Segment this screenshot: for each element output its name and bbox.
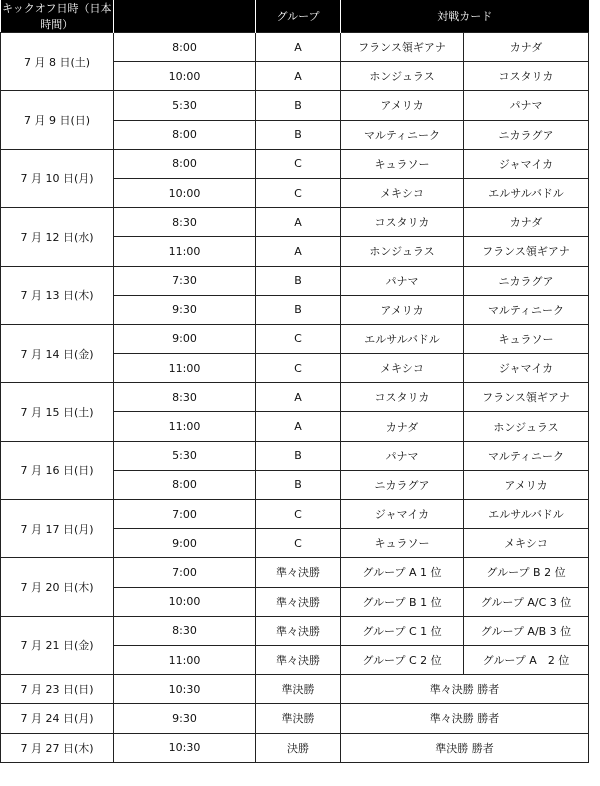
group-cell: 準決勝	[256, 704, 341, 733]
group-cell: C	[256, 178, 341, 207]
match-date: 7 月 23 日(日)	[1, 675, 114, 704]
header-blank	[114, 0, 256, 33]
match-date: 7 月 24 日(月)	[1, 704, 114, 733]
group-cell: 準々決勝	[256, 645, 341, 674]
group-cell: A	[256, 237, 341, 266]
team-home: メキシコ	[341, 354, 464, 383]
kickoff-time: 5:30	[114, 441, 256, 470]
table-row	[1, 704, 589, 733]
group-cell: A	[256, 383, 341, 412]
team-home: ホンジュラス	[341, 237, 464, 266]
match-date: 7 月 20 日(木)	[1, 558, 114, 616]
team-away: フランス領ギアナ	[464, 383, 589, 412]
kickoff-time: 9:30	[114, 704, 256, 733]
group-cell: B	[256, 441, 341, 470]
group-cell: 準々決勝	[256, 616, 341, 645]
kickoff-time: 8:30	[114, 383, 256, 412]
team-away: コスタリカ	[464, 62, 589, 91]
table-row	[1, 441, 589, 470]
group-cell: A	[256, 33, 341, 62]
kickoff-time: 5:30	[114, 91, 256, 120]
kickoff-time: 11:00	[114, 645, 256, 674]
group-cell: 決勝	[256, 733, 341, 762]
kickoff-time: 8:00	[114, 149, 256, 178]
table-row	[1, 324, 589, 353]
kickoff-time: 9:00	[114, 529, 256, 558]
match-date: 7 月 12 日(水)	[1, 208, 114, 266]
team-away: フランス領ギアナ	[464, 237, 589, 266]
kickoff-time: 10:00	[114, 62, 256, 91]
group-cell: C	[256, 324, 341, 353]
table-row	[1, 500, 589, 529]
team-home: キュラソー	[341, 529, 464, 558]
team-home: ニカラグア	[341, 470, 464, 499]
team-home: パナマ	[341, 441, 464, 470]
kickoff-time: 7:00	[114, 558, 256, 587]
match-date: 7 月 27 日(木)	[1, 733, 114, 762]
team-away: ニカラグア	[464, 266, 589, 295]
team-away: マルティニーク	[464, 441, 589, 470]
kickoff-time: 7:30	[114, 266, 256, 295]
kickoff-time: 10:00	[114, 587, 256, 616]
table-row	[1, 616, 589, 645]
match-date: 7 月 16 日(日)	[1, 441, 114, 499]
team-home: フランス領ギアナ	[341, 33, 464, 62]
schedule-body	[1, 33, 589, 763]
group-cell: C	[256, 500, 341, 529]
match-date: 7 月 21 日(金)	[1, 616, 114, 674]
kickoff-time: 11:00	[114, 237, 256, 266]
group-cell: 準決勝	[256, 675, 341, 704]
team-away: カナダ	[464, 33, 589, 62]
team-home: アメリカ	[341, 295, 464, 324]
group-cell: 準々決勝	[256, 558, 341, 587]
team-home: アメリカ	[341, 91, 464, 120]
kickoff-time: 8:30	[114, 616, 256, 645]
table-row	[1, 675, 589, 704]
team-home: カナダ	[341, 412, 464, 441]
kickoff-time: 8:00	[114, 33, 256, 62]
team-home: グループ C 2 位	[341, 645, 464, 674]
group-cell: A	[256, 208, 341, 237]
team-away: マルティニーク	[464, 295, 589, 324]
group-cell: C	[256, 354, 341, 383]
kickoff-time: 10:30	[114, 675, 256, 704]
team-home: コスタリカ	[341, 208, 464, 237]
team-home: グループ C 1 位	[341, 616, 464, 645]
match-date: 7 月 17 日(月)	[1, 500, 114, 558]
header-match: 対戦カード	[341, 0, 589, 33]
team-home: マルティニーク	[341, 120, 464, 149]
team-home: ホンジュラス	[341, 62, 464, 91]
match-cell: 準々決勝 勝者	[341, 704, 589, 733]
kickoff-time: 8:30	[114, 208, 256, 237]
team-away: メキシコ	[464, 529, 589, 558]
team-home: グループ B 1 位	[341, 587, 464, 616]
kickoff-time: 11:00	[114, 354, 256, 383]
team-away: グループ A 2 位	[464, 645, 589, 674]
team-away: ニカラグア	[464, 120, 589, 149]
team-away: グループ A/C 3 位	[464, 587, 589, 616]
table-row	[1, 33, 589, 62]
table-row	[1, 91, 589, 120]
kickoff-time: 10:30	[114, 733, 256, 762]
group-cell: B	[256, 470, 341, 499]
table-row	[1, 266, 589, 295]
kickoff-time: 7:00	[114, 500, 256, 529]
team-away: パナマ	[464, 91, 589, 120]
match-date: 7 月 9 日(日)	[1, 91, 114, 149]
group-cell: 準々決勝	[256, 587, 341, 616]
team-home: パナマ	[341, 266, 464, 295]
group-cell: A	[256, 62, 341, 91]
table-row	[1, 558, 589, 587]
match-date: 7 月 13 日(木)	[1, 266, 114, 324]
team-away: エルサルバドル	[464, 500, 589, 529]
kickoff-time: 9:30	[114, 295, 256, 324]
team-away: ジャマイカ	[464, 149, 589, 178]
team-away: ジャマイカ	[464, 354, 589, 383]
team-home: グループ A 1 位	[341, 558, 464, 587]
kickoff-time: 8:00	[114, 120, 256, 149]
team-away: アメリカ	[464, 470, 589, 499]
header-row	[1, 0, 589, 33]
group-cell: B	[256, 120, 341, 149]
table-row	[1, 383, 589, 412]
group-cell: A	[256, 412, 341, 441]
team-away: エルサルバドル	[464, 178, 589, 207]
team-away: カナダ	[464, 208, 589, 237]
kickoff-time: 10:00	[114, 178, 256, 207]
team-away: キュラソー	[464, 324, 589, 353]
team-home: エルサルバドル	[341, 324, 464, 353]
match-cell: 準々決勝 勝者	[341, 675, 589, 704]
kickoff-time: 8:00	[114, 470, 256, 499]
team-away: グループ B 2 位	[464, 558, 589, 587]
team-away: ホンジュラス	[464, 412, 589, 441]
group-cell: B	[256, 91, 341, 120]
kickoff-time: 11:00	[114, 412, 256, 441]
team-home: メキシコ	[341, 178, 464, 207]
match-date: 7 月 10 日(月)	[1, 149, 114, 207]
team-home: コスタリカ	[341, 383, 464, 412]
kickoff-time: 9:00	[114, 324, 256, 353]
header-group: グループ	[256, 0, 341, 33]
group-cell: B	[256, 295, 341, 324]
match-cell: 準決勝 勝者	[341, 733, 589, 762]
match-date: 7 月 8 日(土)	[1, 33, 114, 91]
group-cell: C	[256, 529, 341, 558]
group-cell: B	[256, 266, 341, 295]
table-row	[1, 733, 589, 762]
header-kickoff: キックオフ日時（日本時間）	[1, 0, 114, 33]
match-date: 7 月 15 日(土)	[1, 383, 114, 441]
table-row	[1, 208, 589, 237]
group-cell: C	[256, 149, 341, 178]
match-date: 7 月 14 日(金)	[1, 324, 114, 382]
table-row	[1, 149, 589, 178]
team-away: グループ A/B 3 位	[464, 616, 589, 645]
team-home: ジャマイカ	[341, 500, 464, 529]
team-home: キュラソー	[341, 149, 464, 178]
